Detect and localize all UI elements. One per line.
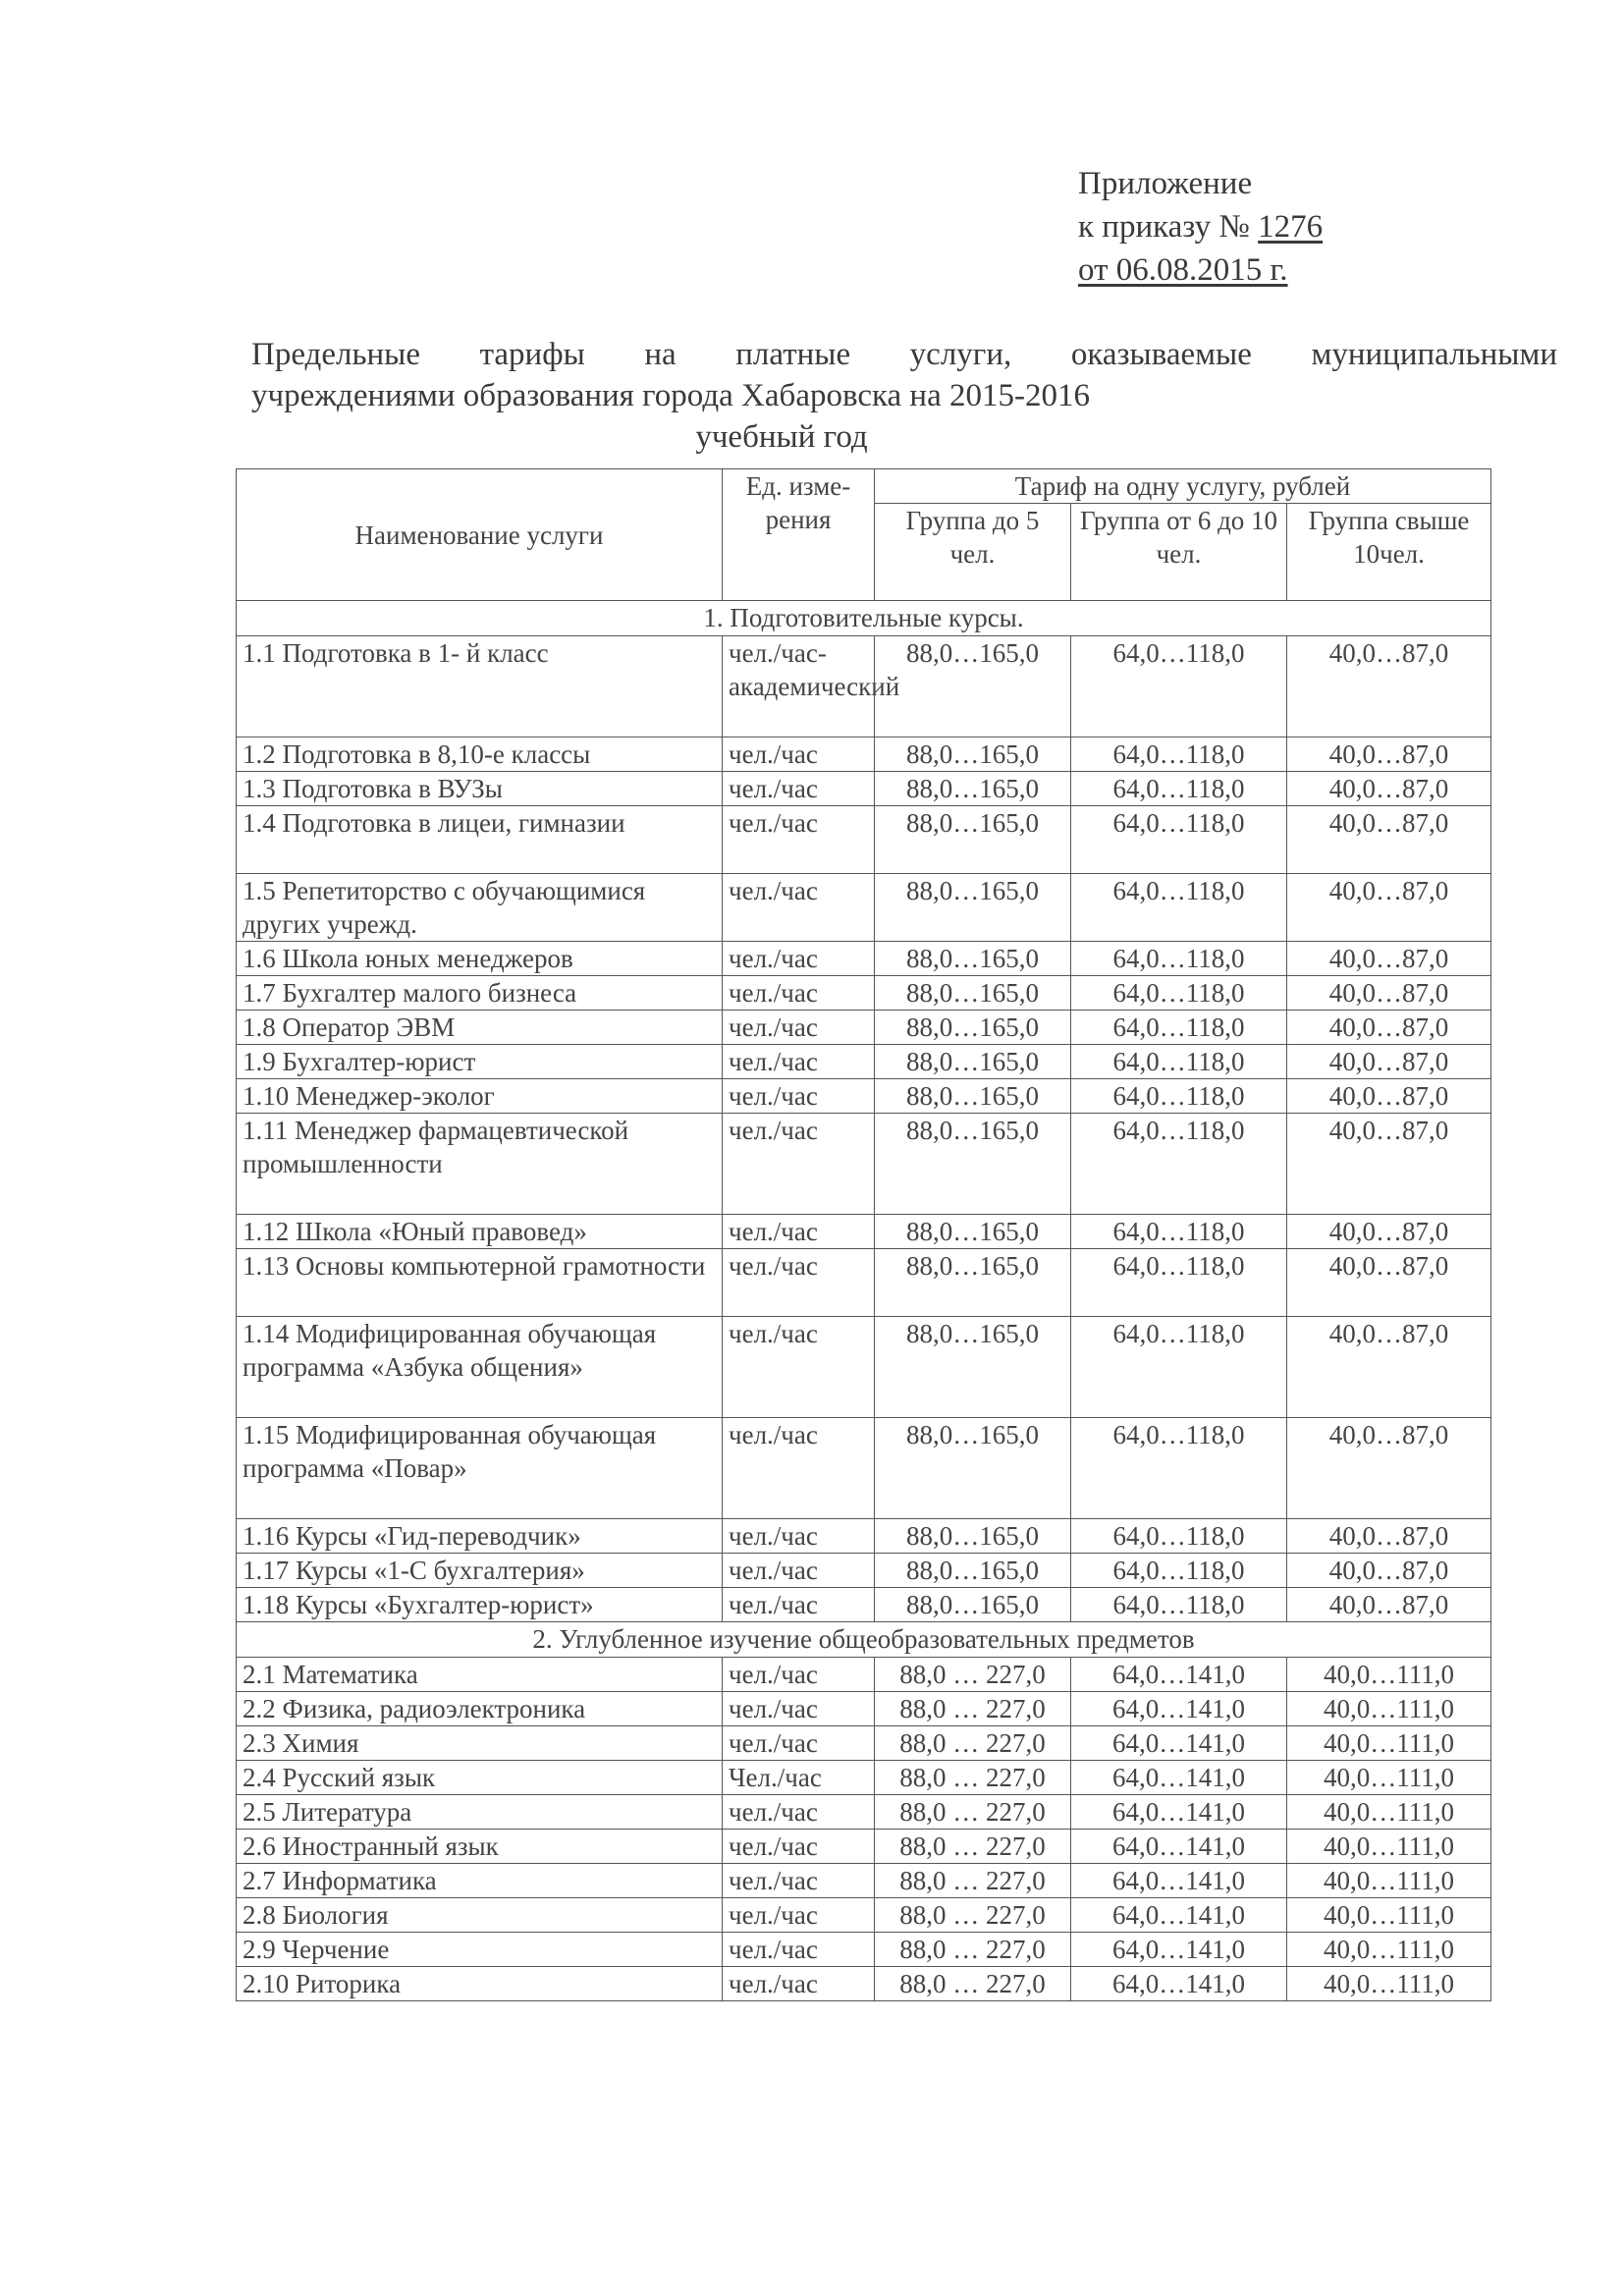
unit-cell: чел./час [723,1519,875,1554]
header-tariff: Тариф на одну услугу, рублей [875,469,1491,504]
tariff-group-1-cell: 88,0 … 227,0 [875,1864,1071,1898]
table-row [237,1079,1491,1114]
unit-cell: чел./час [723,1554,875,1588]
tariff-group-2-cell: 64,0…118,0 [1071,1554,1287,1588]
tariff-group-3-cell: 40,0…87,0 [1287,942,1491,976]
tariff-group-2-cell: 64,0…118,0 [1071,738,1287,772]
tariff-group-2-cell: 64,0…141,0 [1071,1795,1287,1830]
service-name-cell: 2.10 Риторика [237,1967,723,2001]
service-name-cell: 2.9 Черчение [237,1933,723,1967]
unit-cell: чел./час [723,1795,875,1830]
service-name-cell: 1.2 Подготовка в 8,10-е классы [237,738,723,772]
service-name-cell: 1.12 Школа «Юный правовед» [237,1215,723,1249]
table-row [237,1418,1491,1519]
section-title: 2. Углубленное изучение общеобразовательных предметов [237,1622,1491,1658]
tariff-group-1-cell: 88,0…165,0 [875,1045,1071,1079]
table-header [237,469,1491,601]
tariff-group-3-cell: 40,0…87,0 [1287,636,1491,738]
tariff-group-1-cell: 88,0…165,0 [875,1588,1071,1622]
tariff-group-1-cell: 88,0 … 227,0 [875,1761,1071,1795]
service-name-cell: 1.4 Подготовка в лицеи, гимназии [237,806,723,874]
tariff-group-1-cell: 88,0…165,0 [875,1418,1071,1519]
tariff-group-1-cell: 88,0 … 227,0 [875,1967,1071,2001]
title-line-2: учреждениями образования города Хабаровска на 2015-2016 [251,378,1090,413]
service-name-cell: 1.18 Курсы «Бухгалтер-юрист» [237,1588,723,1622]
unit-cell: чел./час [723,1726,875,1761]
tariff-group-3-cell: 40,0…87,0 [1287,874,1491,942]
tariff-group-1-cell: 88,0…165,0 [875,738,1071,772]
table-row [237,1795,1491,1830]
tariff-group-3-cell: 40,0…111,0 [1287,1933,1491,1967]
tariff-group-3-cell: 40,0…87,0 [1287,1519,1491,1554]
tariff-group-1-cell: 88,0…165,0 [875,976,1071,1011]
unit-cell: чел./час-академический [723,636,875,738]
tariff-group-1-cell: 88,0 … 227,0 [875,1933,1071,1967]
table-body [237,601,1491,2001]
tariff-group-1-cell: 88,0…165,0 [875,636,1071,738]
unit-cell: чел./час [723,1114,875,1215]
table-row [237,1761,1491,1795]
tariff-group-1-cell: 88,0…165,0 [875,942,1071,976]
tariff-group-1-cell: 88,0 … 227,0 [875,1795,1071,1830]
tariff-group-1-cell: 88,0…165,0 [875,772,1071,806]
title-line-3: учебный год [695,419,868,455]
header-group-2: Группа от 6 до 10 чел. [1071,504,1287,601]
tariff-group-3-cell: 40,0…87,0 [1287,1317,1491,1418]
tariff-group-2-cell: 64,0…141,0 [1071,1761,1287,1795]
table-row [237,1658,1491,1692]
tariff-group-3-cell: 40,0…111,0 [1287,1898,1491,1933]
unit-cell: чел./час [723,976,875,1011]
tariff-group-3-cell: 40,0…87,0 [1287,1215,1491,1249]
title-line-1: Предельные тарифы на платные услуги, оказываемые муниципальными [251,337,1557,372]
tariff-group-2-cell: 64,0…141,0 [1071,1864,1287,1898]
tariff-group-3-cell: 40,0…111,0 [1287,1967,1491,2001]
service-name-cell: 1.10 Менеджер-эколог [237,1079,723,1114]
tariff-group-3-cell: 40,0…87,0 [1287,1011,1491,1045]
unit-cell: чел./час [723,1658,875,1692]
tariff-group-1-cell: 88,0…165,0 [875,1114,1071,1215]
table-row [237,874,1491,942]
table-row [237,1898,1491,1933]
service-name-cell: 1.14 Модифицированная обучающая программа «Азбука общения» [237,1317,723,1418]
service-name-cell: 1.11 Менеджер фармацевтической промышленности [237,1114,723,1215]
service-name-cell: 1.5 Репетиторство с обучающимися других учрежд. [237,874,723,942]
section-row [237,1622,1491,1658]
tariff-group-2-cell: 64,0…118,0 [1071,1249,1287,1317]
tariff-group-3-cell: 40,0…87,0 [1287,1418,1491,1519]
unit-cell: чел./час [723,942,875,976]
table-row [237,1519,1491,1554]
unit-cell: чел./час [723,1215,875,1249]
table-row [237,1933,1491,1967]
unit-cell: чел./час [723,1588,875,1622]
tariff-group-2-cell: 64,0…141,0 [1071,1967,1287,2001]
tariff-group-1-cell: 88,0…165,0 [875,1011,1071,1045]
tariff-group-2-cell: 64,0…118,0 [1071,1011,1287,1045]
tariff-group-3-cell: 40,0…111,0 [1287,1658,1491,1692]
unit-cell: чел./час [723,1249,875,1317]
tariff-group-2-cell: 64,0…141,0 [1071,1933,1287,1967]
unit-cell: чел./час [723,1418,875,1519]
tariff-group-2-cell: 64,0…118,0 [1071,1519,1287,1554]
service-name-cell: 1.9 Бухгалтер-юрист [237,1045,723,1079]
tariff-group-1-cell: 88,0 … 227,0 [875,1658,1071,1692]
tariff-group-3-cell: 40,0…87,0 [1287,738,1491,772]
tariff-group-1-cell: 88,0 … 227,0 [875,1726,1071,1761]
service-name-cell: 2.1 Математика [237,1658,723,1692]
service-name-cell: 2.8 Биология [237,1898,723,1933]
unit-cell: чел./час [723,1864,875,1898]
tariff-group-3-cell: 40,0…87,0 [1287,1554,1491,1588]
header-service-name: Наименование услуги [237,469,723,601]
table-row [237,942,1491,976]
table-row [237,1830,1491,1864]
tariff-group-1-cell: 88,0…165,0 [875,1249,1071,1317]
tariff-group-2-cell: 64,0…118,0 [1071,1588,1287,1622]
table-row [237,1215,1491,1249]
table-row [237,1692,1491,1726]
tariff-group-2-cell: 64,0…118,0 [1071,1215,1287,1249]
service-name-cell: 1.16 Курсы «Гид-переводчик» [237,1519,723,1554]
tariff-group-3-cell: 40,0…87,0 [1287,772,1491,806]
unit-cell: чел./час [723,1933,875,1967]
table-row [237,1317,1491,1418]
service-name-cell: 1.1 Подготовка в 1- й класс [237,636,723,738]
table-row [237,1249,1491,1317]
tariff-group-1-cell: 88,0…165,0 [875,1519,1071,1554]
order-number: 1276 [1258,209,1324,245]
service-name-cell: 1.17 Курсы «1-С бухгалтерия» [237,1554,723,1588]
unit-cell: чел./час [723,1045,875,1079]
appendix-label: Приложение [1078,166,1253,201]
tariff-group-2-cell: 64,0…118,0 [1071,1079,1287,1114]
tariff-table [236,468,1491,2001]
header-group-1: Группа до 5 чел. [875,504,1071,601]
table-row [237,1045,1491,1079]
service-name-cell: 1.3 Подготовка в ВУЗы [237,772,723,806]
service-name-cell: 1.8 Оператор ЭВМ [237,1011,723,1045]
tariff-group-2-cell: 64,0…141,0 [1071,1830,1287,1864]
tariff-group-2-cell: 64,0…118,0 [1071,1317,1287,1418]
table-row [237,1588,1491,1622]
tariff-group-3-cell: 40,0…87,0 [1287,1588,1491,1622]
table-row [237,636,1491,738]
tariff-group-3-cell: 40,0…111,0 [1287,1761,1491,1795]
unit-cell: чел./час [723,874,875,942]
unit-cell: чел./час [723,1830,875,1864]
tariff-group-2-cell: 64,0…118,0 [1071,806,1287,874]
table-row [237,1967,1491,2001]
service-name-cell: 1.13 Основы компьютерной грамотности [237,1249,723,1317]
tariff-group-3-cell: 40,0…87,0 [1287,1079,1491,1114]
tariff-group-1-cell: 88,0 … 227,0 [875,1830,1071,1864]
table-row [237,1011,1491,1045]
service-name-cell: 2.7 Информатика [237,1864,723,1898]
service-name-cell: 2.4 Русский язык [237,1761,723,1795]
tariff-group-2-cell: 64,0…141,0 [1071,1726,1287,1761]
table-row [237,1726,1491,1761]
section-row [237,601,1491,636]
service-name-cell: 1.15 Модифицированная обучающая программа «Повар» [237,1418,723,1519]
table-row [237,976,1491,1011]
tariff-group-1-cell: 88,0…165,0 [875,1215,1071,1249]
unit-cell: чел./час [723,1079,875,1114]
tariff-group-1-cell: 88,0…165,0 [875,1079,1071,1114]
order-prefix: к приказу № [1078,209,1259,245]
tariff-group-3-cell: 40,0…111,0 [1287,1830,1491,1864]
service-name-cell: 2.2 Физика, радиоэлектроника [237,1692,723,1726]
table-row [237,1114,1491,1215]
table-row [237,772,1491,806]
tariff-group-3-cell: 40,0…87,0 [1287,806,1491,874]
tariff-group-3-cell: 40,0…111,0 [1287,1726,1491,1761]
service-name-cell: 2.6 Иностранный язык [237,1830,723,1864]
unit-cell: чел./час [723,1692,875,1726]
tariff-group-2-cell: 64,0…141,0 [1071,1692,1287,1726]
header-unit: Ед. изме-рения [723,469,875,601]
unit-cell: чел./час [723,1317,875,1418]
tariff-group-1-cell: 88,0…165,0 [875,1317,1071,1418]
tariff-group-1-cell: 88,0 … 227,0 [875,1898,1071,1933]
tariff-group-3-cell: 40,0…87,0 [1287,1114,1491,1215]
unit-cell: чел./час [723,1898,875,1933]
unit-cell: Чел./час [723,1761,875,1795]
tariff-group-3-cell: 40,0…87,0 [1287,976,1491,1011]
service-name-cell: 1.6 Школа юных менеджеров [237,942,723,976]
tariff-group-3-cell: 40,0…111,0 [1287,1864,1491,1898]
tariff-group-3-cell: 40,0…111,0 [1287,1692,1491,1726]
tariff-group-3-cell: 40,0…87,0 [1287,1045,1491,1079]
order-date: от 06.08.2015 г. [1078,252,1288,288]
unit-cell: чел./час [723,738,875,772]
order-reference [1078,205,1323,248]
table-row [237,738,1491,772]
tariff-group-2-cell: 64,0…118,0 [1071,976,1287,1011]
tariff-group-2-cell: 64,0…118,0 [1071,1045,1287,1079]
tariff-group-2-cell: 64,0…118,0 [1071,636,1287,738]
service-name-cell: 1.7 Бухгалтер малого бизнеса [237,976,723,1011]
table-row [237,1864,1491,1898]
tariff-group-2-cell: 64,0…118,0 [1071,942,1287,976]
unit-cell: чел./час [723,772,875,806]
tariff-group-2-cell: 64,0…118,0 [1071,874,1287,942]
document-title [251,334,1557,458]
appendix-block [1078,162,1323,292]
tariff-group-2-cell: 64,0…118,0 [1071,1114,1287,1215]
tariff-group-1-cell: 88,0…165,0 [875,1554,1071,1588]
section-title: 1. Подготовительные курсы. [237,601,1491,636]
tariff-group-3-cell: 40,0…87,0 [1287,1249,1491,1317]
unit-cell: чел./час [723,1011,875,1045]
tariff-group-2-cell: 64,0…118,0 [1071,772,1287,806]
unit-cell: чел./час [723,1967,875,2001]
tariff-group-2-cell: 64,0…118,0 [1071,1418,1287,1519]
tariff-group-1-cell: 88,0…165,0 [875,874,1071,942]
tariff-group-3-cell: 40,0…111,0 [1287,1795,1491,1830]
table-row [237,1554,1491,1588]
table-row [237,806,1491,874]
header-group-3: Группа свыше 10чел. [1287,504,1491,601]
tariff-group-2-cell: 64,0…141,0 [1071,1898,1287,1933]
unit-cell: чел./час [723,806,875,874]
service-name-cell: 2.5 Литература [237,1795,723,1830]
tariff-group-2-cell: 64,0…141,0 [1071,1658,1287,1692]
service-name-cell: 2.3 Химия [237,1726,723,1761]
tariff-group-1-cell: 88,0…165,0 [875,806,1071,874]
tariff-group-1-cell: 88,0 … 227,0 [875,1692,1071,1726]
